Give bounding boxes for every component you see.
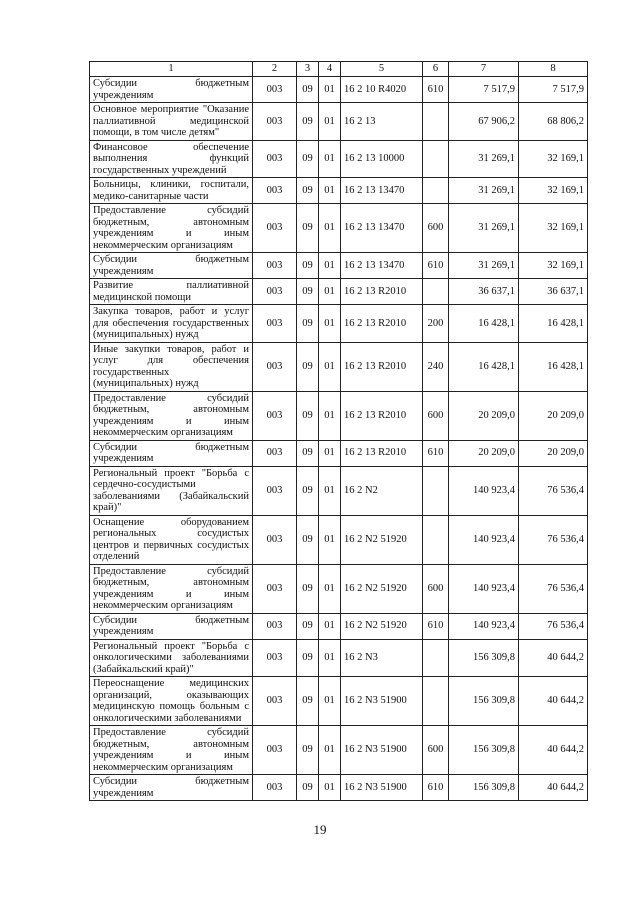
target-article-cell: 16 2 13 [341,103,423,141]
admin-code-cell: 003 [253,204,297,253]
table-row [90,279,588,305]
expense-type-cell: 200 [423,305,449,343]
table-row [90,515,588,564]
item-name-cell: Переоснащение медицинских организаций, оказывающих медицинскую помощь больным с онкологическими заболеваниями [90,677,253,726]
item-name-cell: Предоставление субсидий бюджетным, автономным учреждениям и иным некоммерческим организациям [90,204,253,253]
amount-2022-cell: 76 536,4 [519,564,588,613]
item-name-cell: Субсидии бюджетным учреждениям [90,775,253,801]
target-article-cell: 16 2 13 R2010 [341,391,423,440]
amount-2021-cell: 156 309,8 [449,726,519,775]
section-cell: 09 [297,178,319,204]
target-article-cell: 16 2 N3 51900 [341,677,423,726]
subsection-cell: 01 [319,639,341,677]
table-row [90,178,588,204]
column-header: 5 [341,62,423,77]
table-row [90,726,588,775]
amount-2022-cell: 32 169,1 [519,178,588,204]
admin-code-cell: 003 [253,103,297,141]
column-header: 6 [423,62,449,77]
amount-2022-cell: 40 644,2 [519,677,588,726]
item-name-cell: Предоставление субсидий бюджетным, автономным учреждениям и иным некоммерческим организациям [90,726,253,775]
amount-2022-cell: 76 536,4 [519,613,588,639]
admin-code-cell: 003 [253,253,297,279]
expense-type-cell: 610 [423,613,449,639]
subsection-cell: 01 [319,775,341,801]
amount-2022-cell: 20 209,0 [519,391,588,440]
expense-type-cell: 610 [423,253,449,279]
target-article-cell: 16 2 N3 [341,639,423,677]
subsection-cell: 01 [319,342,341,391]
subsection-cell: 01 [319,440,341,466]
subsection-cell: 01 [319,77,341,103]
amount-2022-cell: 76 536,4 [519,466,588,515]
section-cell: 09 [297,639,319,677]
expense-type-cell [423,677,449,726]
item-name-cell: Субсидии бюджетным учреждениям [90,613,253,639]
admin-code-cell: 003 [253,342,297,391]
expense-type-cell: 600 [423,391,449,440]
subsection-cell: 01 [319,677,341,726]
section-cell: 09 [297,342,319,391]
amount-2022-cell: 40 644,2 [519,775,588,801]
subsection-cell: 01 [319,204,341,253]
amount-2022-cell: 36 637,1 [519,279,588,305]
target-article-cell: 16 2 13 R2010 [341,279,423,305]
amount-2021-cell: 16 428,1 [449,305,519,343]
table-row [90,103,588,141]
target-article-cell: 16 2 N2 51920 [341,613,423,639]
section-cell: 09 [297,103,319,141]
table-row [90,440,588,466]
amount-2021-cell: 31 269,1 [449,204,519,253]
budget-table [89,61,588,801]
target-article-cell: 16 2 13 13470 [341,178,423,204]
item-name-cell: Субсидии бюджетным учреждениям [90,253,253,279]
target-article-cell: 16 2 13 10000 [341,140,423,178]
admin-code-cell: 003 [253,140,297,178]
amount-2021-cell: 140 923,4 [449,564,519,613]
subsection-cell: 01 [319,279,341,305]
item-name-cell: Финансовое обеспечение выполнения функций государственных учреждений [90,140,253,178]
table-row [90,204,588,253]
amount-2021-cell: 31 269,1 [449,178,519,204]
subsection-cell: 01 [319,253,341,279]
expense-type-cell: 240 [423,342,449,391]
subsection-cell: 01 [319,613,341,639]
amount-2022-cell: 76 536,4 [519,515,588,564]
expense-type-cell [423,515,449,564]
expense-type-cell [423,466,449,515]
target-article-cell: 16 2 10 R4020 [341,77,423,103]
target-article-cell: 16 2 N2 51920 [341,515,423,564]
admin-code-cell: 003 [253,77,297,103]
expense-type-cell [423,639,449,677]
admin-code-cell: 003 [253,515,297,564]
column-header: 3 [297,62,319,77]
admin-code-cell: 003 [253,440,297,466]
amount-2022-cell: 32 169,1 [519,140,588,178]
column-header: 1 [90,62,253,77]
table-row [90,564,588,613]
amount-2021-cell: 20 209,0 [449,440,519,466]
table-row [90,140,588,178]
admin-code-cell: 003 [253,564,297,613]
column-header: 4 [319,62,341,77]
item-name-cell: Предоставление субсидий бюджетным, автономным учреждениям и иным некоммерческим организациям [90,564,253,613]
subsection-cell: 01 [319,305,341,343]
item-name-cell: Субсидии бюджетным учреждениям [90,77,253,103]
section-cell: 09 [297,677,319,726]
amount-2021-cell: 67 906,2 [449,103,519,141]
subsection-cell: 01 [319,140,341,178]
item-name-cell: Больницы, клиники, госпитали, медико-санитарные части [90,178,253,204]
admin-code-cell: 003 [253,639,297,677]
table-row [90,466,588,515]
admin-code-cell: 003 [253,726,297,775]
column-header: 7 [449,62,519,77]
item-name-cell: Предоставление субсидий бюджетным, автономным учреждениям и иным некоммерческим организациям [90,391,253,440]
expense-type-cell [423,178,449,204]
expense-type-cell: 610 [423,440,449,466]
target-article-cell: 16 2 13 R2010 [341,305,423,343]
section-cell: 09 [297,775,319,801]
subsection-cell: 01 [319,726,341,775]
amount-2022-cell: 7 517,9 [519,77,588,103]
subsection-cell: 01 [319,103,341,141]
amount-2022-cell: 40 644,2 [519,639,588,677]
table-header-row [90,62,588,77]
table-body [90,77,588,801]
target-article-cell: 16 2 13 13470 [341,253,423,279]
target-article-cell: 16 2 N2 [341,466,423,515]
expense-type-cell: 600 [423,726,449,775]
column-header: 8 [519,62,588,77]
amount-2021-cell: 20 209,0 [449,391,519,440]
section-cell: 09 [297,77,319,103]
target-article-cell: 16 2 N2 51920 [341,564,423,613]
amount-2021-cell: 156 309,8 [449,639,519,677]
item-name-cell: Основное мероприятие "Оказание паллиативной медицинской помощи, в том числе детям" [90,103,253,141]
table-row [90,342,588,391]
amount-2022-cell: 16 428,1 [519,342,588,391]
amount-2021-cell: 31 269,1 [449,253,519,279]
section-cell: 09 [297,279,319,305]
amount-2021-cell: 140 923,4 [449,466,519,515]
expense-type-cell [423,279,449,305]
amount-2022-cell: 16 428,1 [519,305,588,343]
amount-2021-cell: 156 309,8 [449,775,519,801]
subsection-cell: 01 [319,515,341,564]
expense-type-cell [423,103,449,141]
section-cell: 09 [297,440,319,466]
amount-2021-cell: 140 923,4 [449,515,519,564]
target-article-cell: 16 2 13 13470 [341,204,423,253]
item-name-cell: Региональный проект "Борьба с онкологическими заболеваниями (Забайкальский край)" [90,639,253,677]
target-article-cell: 16 2 N3 51900 [341,775,423,801]
admin-code-cell: 003 [253,305,297,343]
item-name-cell: Развитие паллиативной медицинской помощи [90,279,253,305]
admin-code-cell: 003 [253,466,297,515]
item-name-cell: Иные закупки товаров, работ и услуг для обеспечения государственных (муниципальных) нужд [90,342,253,391]
item-name-cell: Оснащение оборудованием региональных сосудистых центров и первичных сосудистых отделений [90,515,253,564]
amount-2021-cell: 140 923,4 [449,613,519,639]
amount-2022-cell: 20 209,0 [519,440,588,466]
item-name-cell: Закупка товаров, работ и услуг для обеспечения государственных (муниципальных) нужд [90,305,253,343]
subsection-cell: 01 [319,466,341,515]
amount-2022-cell: 40 644,2 [519,726,588,775]
expense-type-cell: 610 [423,775,449,801]
expense-type-cell: 610 [423,77,449,103]
expense-type-cell: 600 [423,564,449,613]
amount-2022-cell: 32 169,1 [519,204,588,253]
table-row [90,253,588,279]
table-row [90,613,588,639]
item-name-cell: Региональный проект "Борьба с сердечно-сосудистыми заболеваниями (Забайкальский край)" [90,466,253,515]
admin-code-cell: 003 [253,775,297,801]
page-number: 19 [313,822,327,837]
section-cell: 09 [297,466,319,515]
table-row [90,77,588,103]
section-cell: 09 [297,305,319,343]
section-cell: 09 [297,204,319,253]
table-row [90,775,588,801]
expense-type-cell: 600 [423,204,449,253]
column-header: 2 [253,62,297,77]
item-name-cell: Субсидии бюджетным учреждениям [90,440,253,466]
admin-code-cell: 003 [253,677,297,726]
section-cell: 09 [297,253,319,279]
expense-type-cell [423,140,449,178]
section-cell: 09 [297,515,319,564]
table-row [90,391,588,440]
admin-code-cell: 003 [253,279,297,305]
table-row [90,639,588,677]
subsection-cell: 01 [319,178,341,204]
admin-code-cell: 003 [253,391,297,440]
table-row [90,305,588,343]
admin-code-cell: 003 [253,178,297,204]
section-cell: 09 [297,613,319,639]
target-article-cell: 16 2 N3 51900 [341,726,423,775]
amount-2021-cell: 36 637,1 [449,279,519,305]
section-cell: 09 [297,564,319,613]
amount-2021-cell: 156 309,8 [449,677,519,726]
amount-2021-cell: 16 428,1 [449,342,519,391]
target-article-cell: 16 2 13 R2010 [341,440,423,466]
amount-2022-cell: 32 169,1 [519,253,588,279]
amount-2021-cell: 31 269,1 [449,140,519,178]
amount-2021-cell: 7 517,9 [449,77,519,103]
target-article-cell: 16 2 13 R2010 [341,342,423,391]
section-cell: 09 [297,140,319,178]
subsection-cell: 01 [319,391,341,440]
subsection-cell: 01 [319,564,341,613]
table-row [90,677,588,726]
section-cell: 09 [297,726,319,775]
amount-2022-cell: 68 806,2 [519,103,588,141]
section-cell: 09 [297,391,319,440]
admin-code-cell: 003 [253,613,297,639]
